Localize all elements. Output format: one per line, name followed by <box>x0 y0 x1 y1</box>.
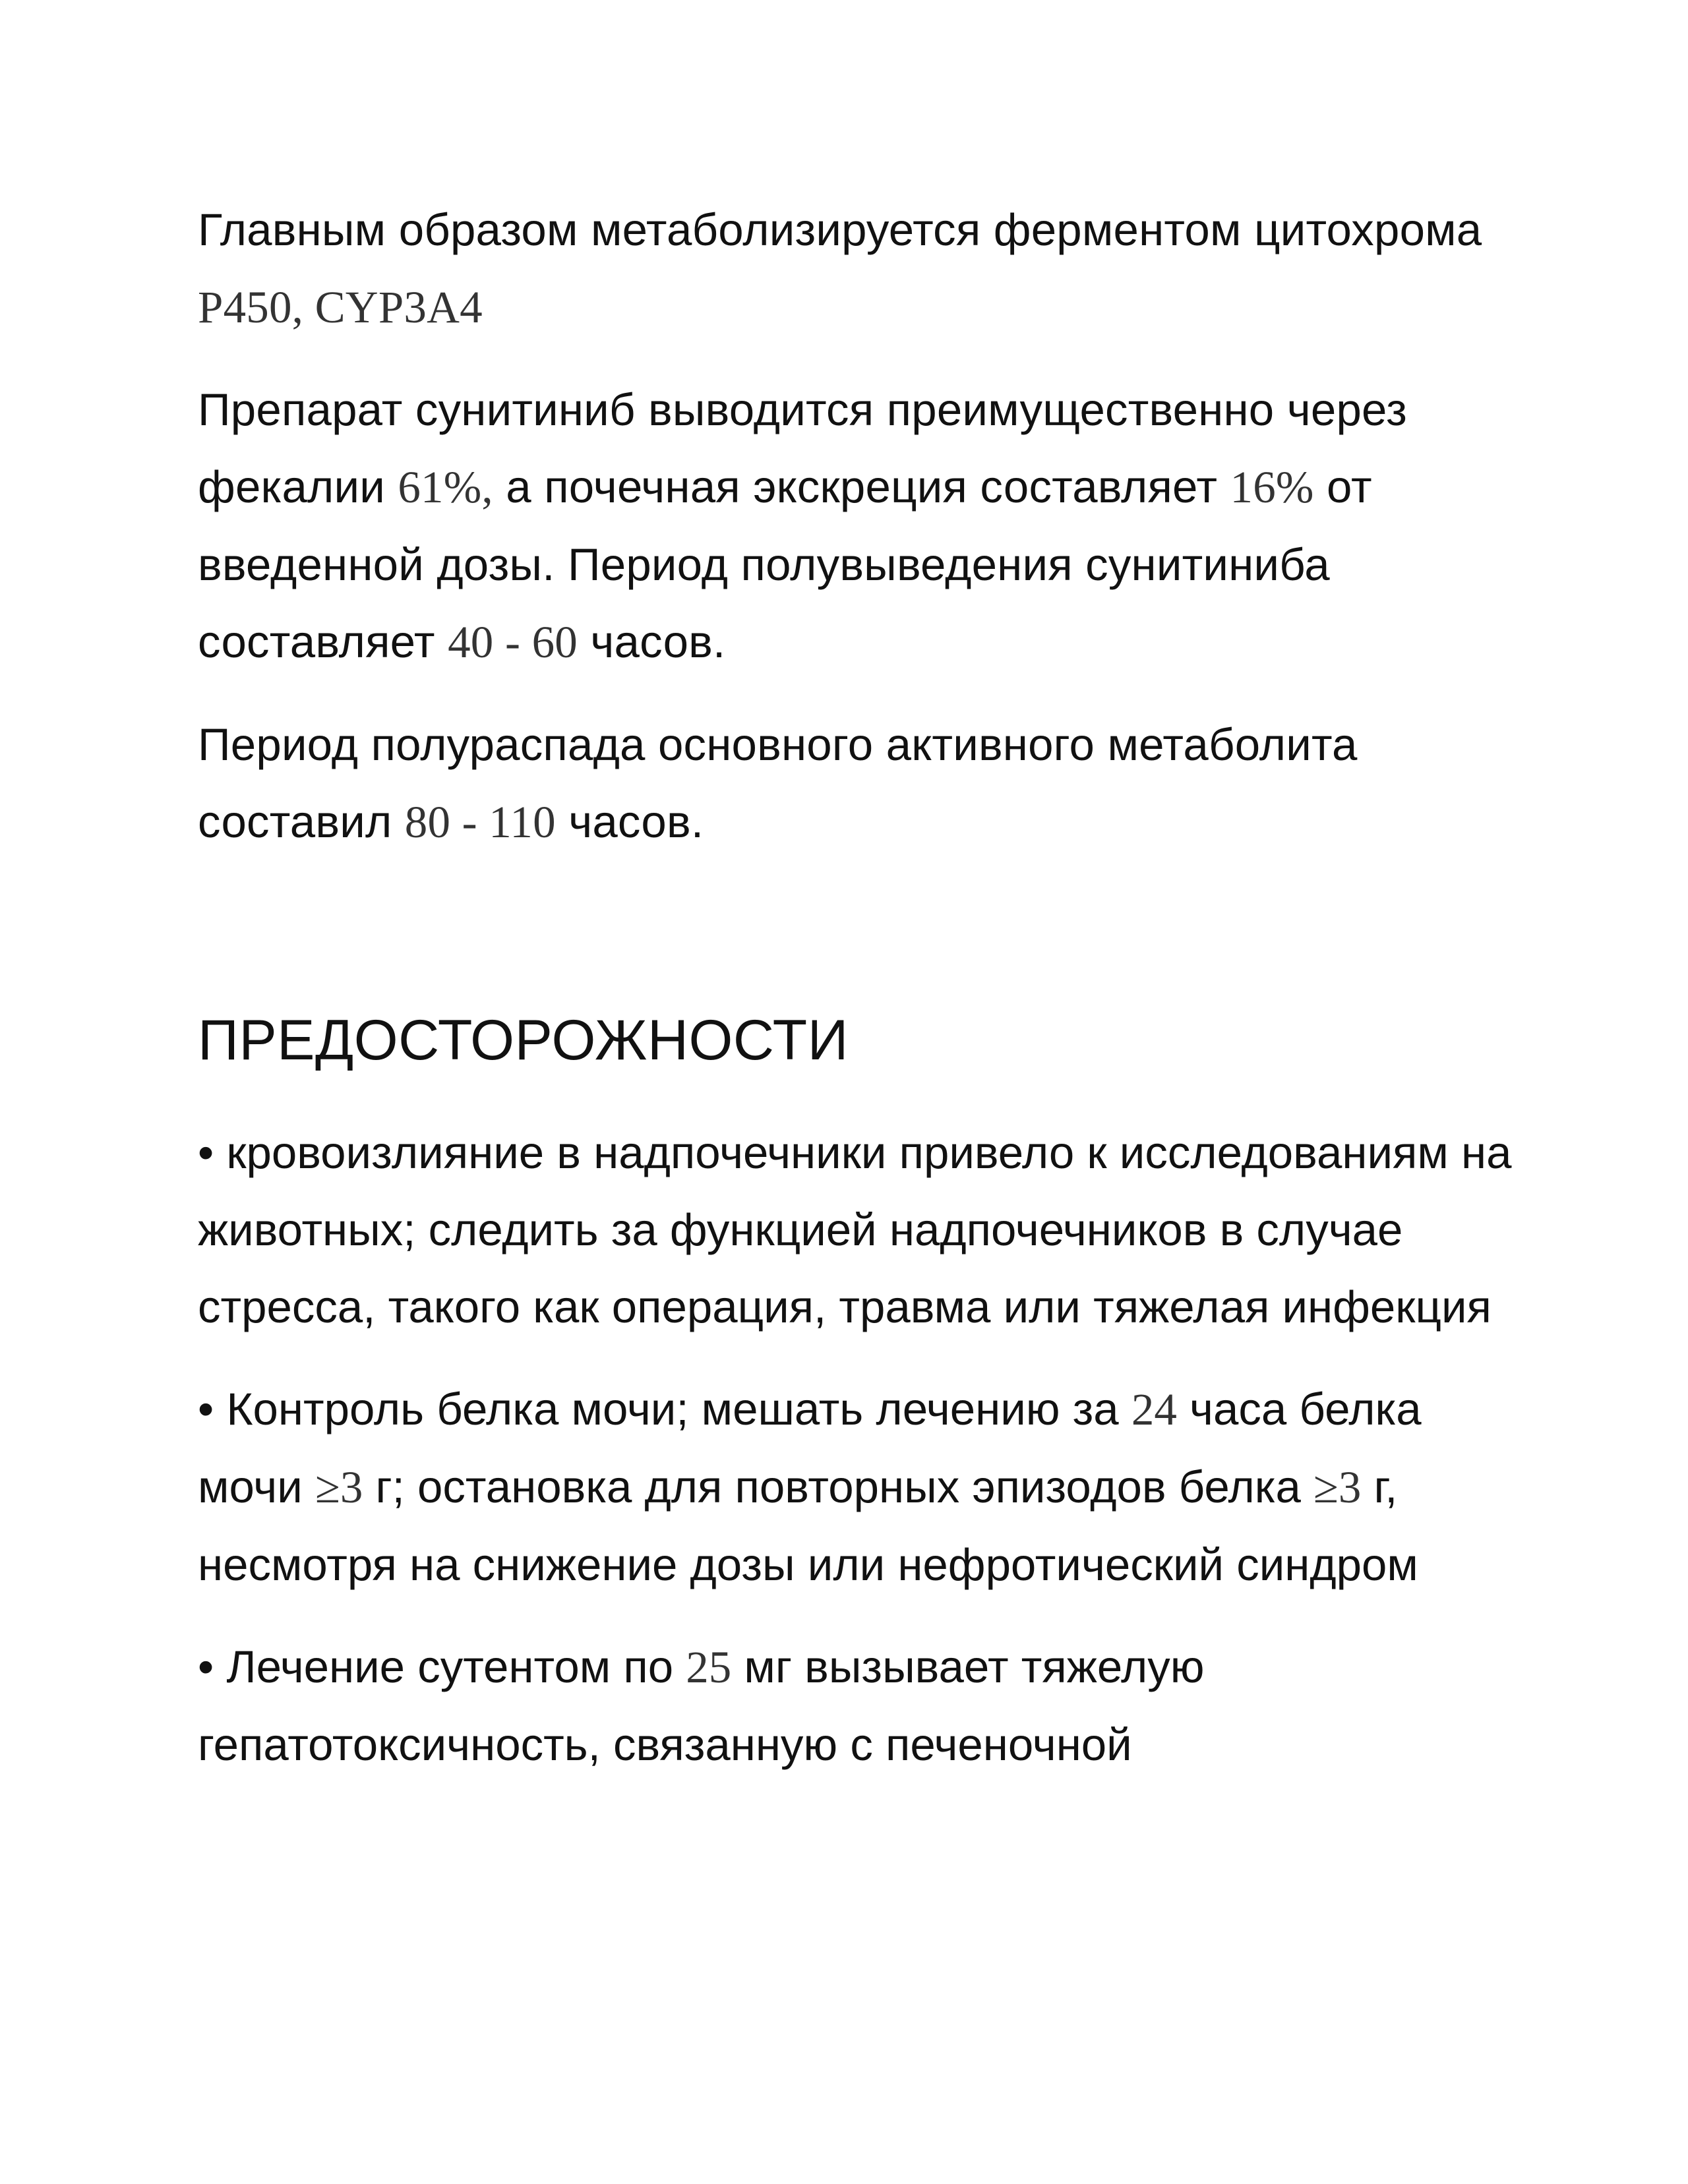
text-span: • Лечение сутентом по <box>198 1641 686 1692</box>
excretion-paragraph <box>198 371 1517 681</box>
text-span: часов. <box>555 796 704 847</box>
half-life-range: 40 - 60 <box>448 617 578 667</box>
renal-percent: 16% <box>1230 462 1314 512</box>
fecal-percent: 61%, <box>398 462 493 512</box>
bullet-proteinuria <box>198 1371 1517 1603</box>
text-span: от введенной дозы. Период полувыведения сунитиниба составляет <box>198 461 1372 667</box>
bullet-hepatotoxicity <box>198 1628 1517 1783</box>
protein-threshold: ≥3 <box>315 1462 363 1512</box>
text-span: а почечная экскреция составляет <box>493 461 1230 512</box>
enzyme-value: P450, CYP3A4 <box>198 282 483 332</box>
text-span: Главным образом метаболизируется ферментом цитохрома <box>198 204 1482 255</box>
metabolite-half-life: 80 - 110 <box>404 797 556 847</box>
bullet-adrenal <box>198 1114 1517 1345</box>
text-span: • Контроль белка мочи; мешать лечению за <box>198 1384 1131 1434</box>
text-span: г, несмотря на снижение дозы или нефротический синдром <box>198 1461 1418 1590</box>
metabolism-paragraph <box>198 191 1517 346</box>
text-span: Период полураспада основного активного метаболита составил <box>198 719 1358 847</box>
hours-value: 24 <box>1131 1384 1177 1434</box>
text-span: Препарат сунитиниб выводится преимущественно через фекалии <box>198 384 1407 512</box>
document-page <box>198 191 1517 1808</box>
protein-threshold: ≥3 <box>1313 1462 1362 1512</box>
dose-value: 25 <box>686 1642 732 1692</box>
text-span: мг вызывает тяжелую гепатотоксичность, связанную с печеночной <box>198 1641 1205 1770</box>
text-span: часа белка мочи <box>198 1384 1422 1512</box>
metabolite-paragraph <box>198 706 1517 861</box>
text-span: часов. <box>578 616 726 667</box>
section-heading: ПРЕДОСТОРОЖНОСТИ <box>198 1009 849 1072</box>
text-span: г; остановка для повторных эпизодов белка <box>363 1461 1313 1512</box>
text-span: • кровоизлияние в надпочечники привело к исследованиям на животных; следить за функцией надпочечников в случае стресса, такого как операция, травма или тяжелая инфекция <box>198 1127 1512 1332</box>
